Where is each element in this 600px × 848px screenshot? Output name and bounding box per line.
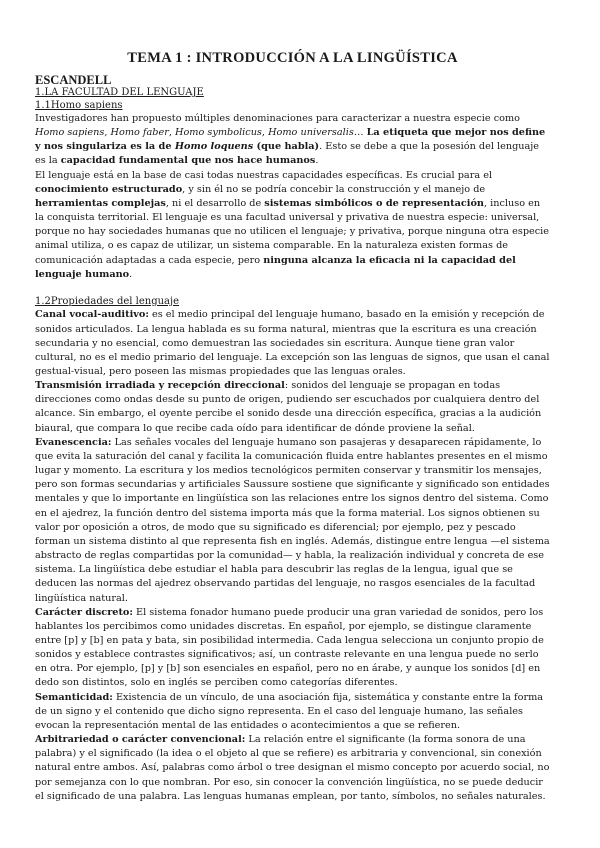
subsection-heading: 1.1Homo sapiens	[35, 99, 123, 111]
section-heading: 1.LA FACULTAD DEL LENGUAJE	[35, 87, 204, 98]
paragraph-lenguaje-base: El lenguaje está en la base de casi todas nuestras capacidades específicas. Es crucial para el conocimiento estructurado, y sin él no se podría concebir la construcción y el manejo de herramientas complejas, ni el desarrollo de sistemas simbólicos o de representación, incluso en la conquista territorial. El lenguaje es una facultad universal y privativa de nuestra especie: universal, porque no hay sociedades humanas que no utilicen el lenguaje; y privativa, porque ninguna otra especie animal utiliza, o es capaz de utilizar, un sistema comparable. En la naturaleza existen formas de comunicación adaptadas a cada especie, pero ninguna alcanza la eficacia ni la capacidad del lenguaje humano.	[35, 169, 550, 280]
property-semanticidad: Semanticidad: Existencia de un vínculo, de una asociación fija, sistemática y constante entre la forma de un signo y el contenido que dicho signo representa. En el caso del lenguaje humano, las señales evocan la representación mental de las entidades o acontecimientos a que se refieren.	[35, 691, 544, 731]
page-title: TEMA 1 : INTRODUCCIÓN A LA LINGÜÍSTICA	[127, 50, 458, 66]
property-arbitrariedad: Arbitrariedad o carácter convencional: La relación entre el significante (la forma sonora de una palabra) y el significado (la idea o el objeto al que se refiere) es arbitraria y convencional, sin conexión natural entre ambos. Así, palabras como árbol o tree designan el mismo concepto por acuerdo social, no por semejanza con lo que nombran. Por eso, sin conocer la convención lingüística, no se puede deducir el significado de una palabra. Las lenguas humanas emplean, por tanto, símbolos, no señales naturales.	[35, 734, 550, 802]
property-transmision: Transmisión irradiada y recepción direccional: sonidos del lenguaje se propagan en todas direcciones como ondas desde su punto de origen, pudiendo ser escuchados por cualquiera dentro del alcance. Sin embargo, el oyente percibe el sonido desde una dirección específica, gracias a la audición biaural, que compara lo que recibe cada oído para identificar de dónde proviene la señal.	[35, 380, 542, 434]
author-heading: ESCANDELL	[35, 73, 112, 87]
property-evanescencia: Evanescencia: Las señales vocales del lenguaje humano son pasajeras y desaparecen rápidamente, lo que evita la saturación del canal y facilita la comunicación fluida entre hablantes presentes en el mismo lugar y momento. La escritura y los medios tecnológicos permiten conservar y transmitir los mensajes, pero son formas secundarias y artificiales Saussure sostiene que significante y significado son entidades mentales y que lo importante en lingüística son las relaciones entre los signos dentro del sistema. Como en el ajedrez, la función dentro del sistema importa más que la forma material. Los signos obtienen su valor por oposición a otros, de modo que su significado es diferencial; por ejemplo, pez y pescado forman un sistema distinto al que representa fish en inglés. Además, distingue entre lengua —el sistema abstracto de reglas compartidas por la comunidad— y habla, la realización individual y concreta de ese sistema. La lingüística debe estudiar el habla para descubrir las reglas de la lengua, igual que se deducen las normas del ajedrez observando partidas del lenguaje, no rasgos esenciales de la facultad lingüística natural.	[35, 436, 550, 604]
subsection-heading-propiedades: 1.2Propiedades del lenguaje	[35, 295, 180, 307]
paragraph-homo-sapiens: Investigadores han propuesto múltiples denominaciones para caracterizar a nuestra especie como Homo sapiens, Homo faber, Homo symbolicus, Homo universalis… La etiqueta que mejor nos define y nos singulariza es la de Homo loquens (que habla). Esto se debe a que la posesión del lenguaje es la capacidad fundamental que nos hace humanos.	[35, 113, 546, 167]
property-discreto: Carácter discreto: El sistema fonador humano puede producir una gran variedad de sonidos, pero los hablantes los percibimos como unidades discretas. En español, por ejemplo, se distingue claramente entre [p] y [b] en pata y bata, sin posibilidad intermedia. Cada lengua selecciona un conjunto propio de sonidos y establece contrastes significativos; así, un contraste relevante en una lengua puede no serlo en otra. Por ejemplo, [p] y [b] son esenciales en español, pero no en árabe, y aunque los sonidos [d] en dedo son distintos, solo en inglés se perciben como categorías diferentes.	[35, 606, 544, 689]
property-canal: Canal vocal-auditivo: es el medio principal del lenguaje humano, basado en la emisión y recepción de sonidos articulados. La lengua hablada es su forma natural, mientras que la escritura es una creación secundaria y no esencial, como demuestran las sociedades sin escritura. Aunque tiene gran valor cultural, no es el medio primario del lenguaje. La excepción son las lenguas de signos, que usan el canal gestual-visual, pero poseen las mismas propiedades que las lenguas orales.	[35, 309, 550, 377]
paragraph-gap	[35, 282, 550, 296]
